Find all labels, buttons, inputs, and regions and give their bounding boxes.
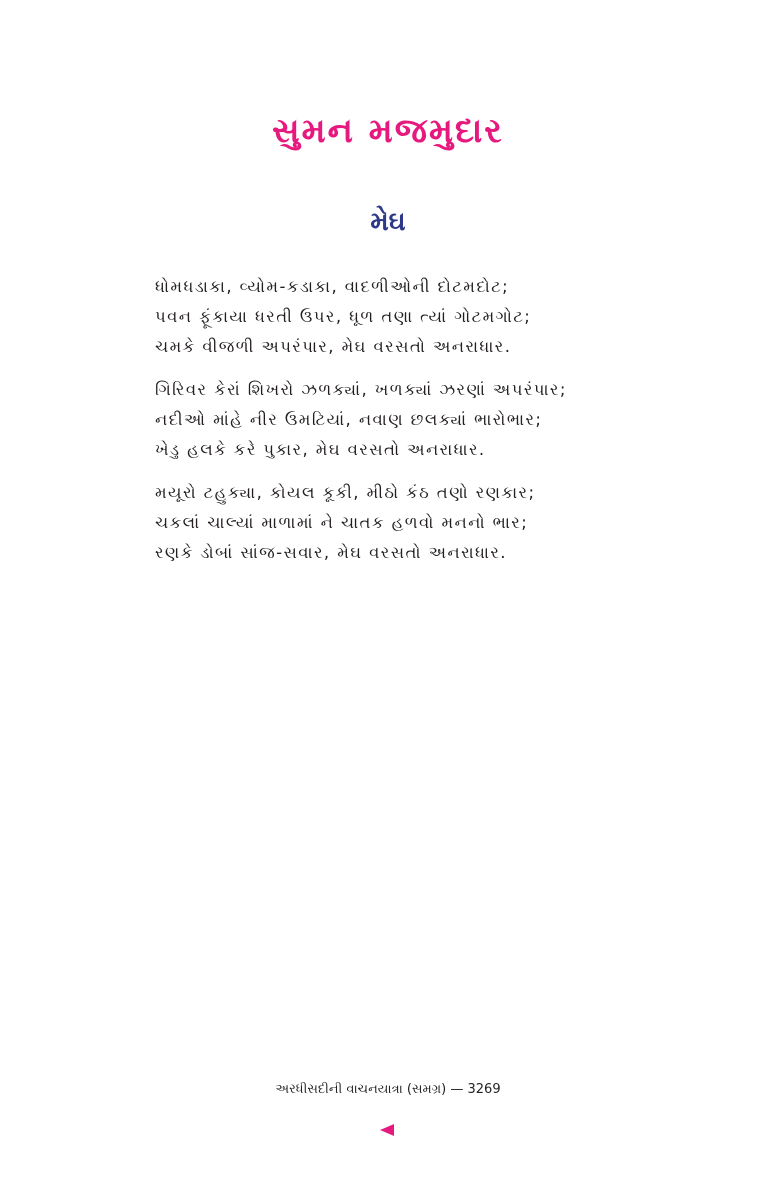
poem-title: મેઘ [370, 207, 406, 237]
stanza-2 [155, 375, 635, 465]
poem-line: ગિરિવર કેરાં શિખરો ઝળક્યાં, ખળક્યાં ઝરણાં અપરંપાર; [155, 380, 567, 399]
stanza-3 [155, 478, 635, 568]
poem-line: ધોમધડાકા, વ્યોમ-કડાકા, વાદળીઓની દોટમદોટ; [155, 277, 510, 296]
poem-line: મયૂરો ટહુક્યા, કોયલ કૂકી, મીઠો કંઠ તણો રણકાર; [155, 483, 536, 502]
poem-line: પવન ફૂંકાયા ધરતી ઉપર, ધૂળ તણા ત્યાં ગોટમગોટ; [155, 307, 532, 326]
poem-line: ચમકે વીજળી અપરંપાર, મેઘ વરસતો અનરાધાર. [155, 337, 512, 356]
page-footer [0, 1080, 776, 1100]
poem-line: નદીઓ માંહે નીર ઉમટિયાં, નવાણ છલક્યાં ભારોભાર; [155, 410, 543, 429]
previous-page-button[interactable] [378, 1122, 398, 1138]
poem-body [155, 272, 635, 581]
stanza-1 [155, 272, 635, 362]
poem-line: રણકે ડોબાં સાંજ-સવાર, મેઘ વરસતો અનરાધાર. [155, 543, 507, 562]
triangle-left-icon [378, 1122, 398, 1138]
poem-line: ખેડુ હલકે કરે પુકાર, મેઘ વરસતો અનરાધાર. [155, 440, 486, 459]
footer-separator: — [450, 1082, 464, 1097]
footer-book-title: અરધીસદીની વાચનયાત્રા (સમગ્ર) [275, 1082, 447, 1097]
author-name: સુમન મજમુદાર [272, 111, 504, 151]
page-number: 3269 [467, 1082, 501, 1097]
poem-line: ચકલાં ચાલ્યાં માળામાં ને ચાતક હળવો મનનો ભાર; [155, 513, 529, 532]
